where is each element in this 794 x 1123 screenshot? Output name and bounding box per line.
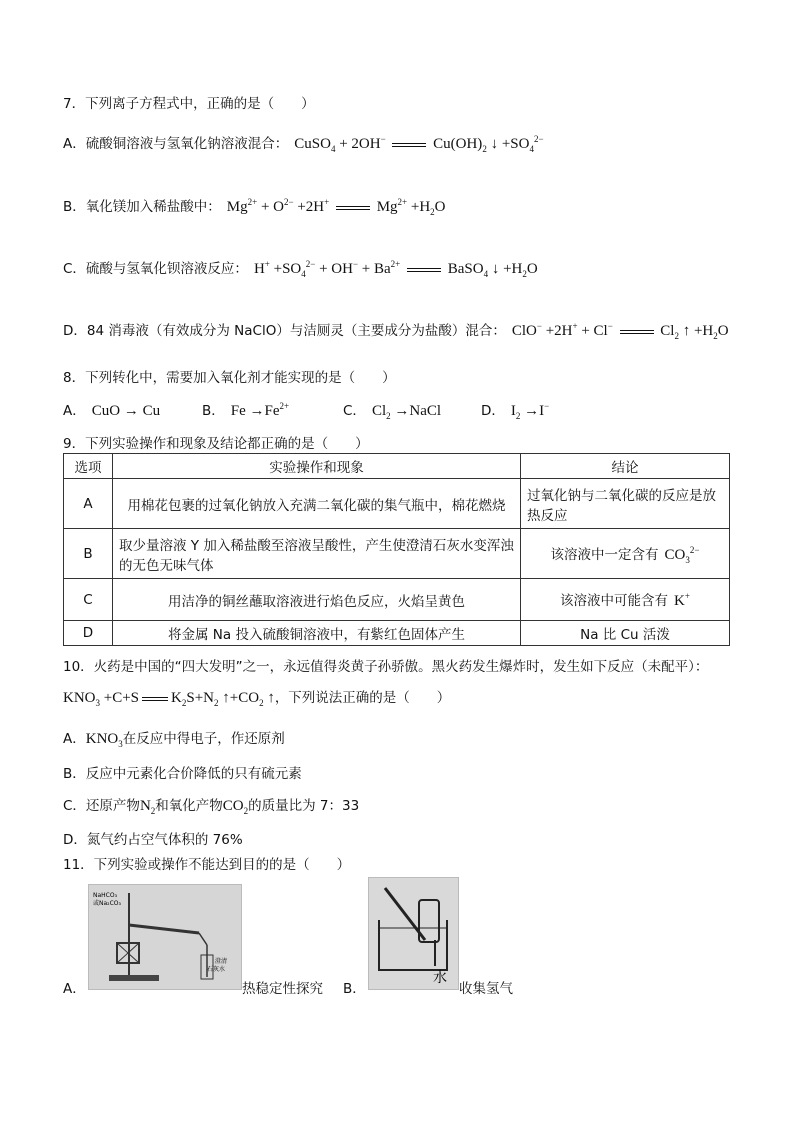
- q10-option-a: A．$KNO_3$在反应中得电子，作还原剂: [63, 731, 285, 749]
- row-d-conclusion: Na 比 Cu 活泼: [521, 621, 730, 646]
- q10-c-mid: 和氧化产物: [155, 798, 223, 814]
- row-c-operation: 用洁净的铜丝蘸取溶液进行焰色反应，火焰呈黄色: [113, 579, 521, 621]
- q7-option-d-text: D．84 消毒液（有效成分为 NaClO）与洁厕灵（主要成分为盐酸）混合：: [63, 323, 506, 339]
- q10-option-a-text: 在反应中得电子，作还原剂: [122, 731, 285, 747]
- q7-option-c: [63, 257, 538, 279]
- q8-option-c: [343, 399, 441, 421]
- co2-formula: $CO_2$: [222, 798, 249, 816]
- kno3-formula: $KNO_3$: [85, 731, 123, 749]
- q8-option-c-label: C．: [343, 403, 366, 419]
- q7-option-b-text: B．氧化镁加入稀盐酸中：: [63, 199, 221, 215]
- q7-option-a-equation: CuSO$_4$ + 2OH− $Cu(OH)_2$ ↓ $+SO_4^{2-}$: [294, 134, 544, 154]
- q10-c-pre: C．还原产物: [63, 798, 140, 814]
- q7-option-b: [63, 195, 446, 217]
- row-a-operation: 用棉花包裹的过氧化钠放入充满二氧化碳的集气瓶中，棉花燃烧: [113, 479, 521, 529]
- q9-table: [63, 453, 730, 646]
- q8-option-b-equation: $Fe \to Fe^{2+}$: [230, 401, 290, 419]
- q10-stem: 10．火药是中国的“四大发明”之一，永远值得炎黄子孙骄傲。黑火药发生爆炸时，发生如下反应（未配平）：: [63, 659, 709, 675]
- q8-option-a-label: A．: [63, 403, 86, 419]
- q7-option-a: [63, 132, 544, 154]
- row-b-option: B: [64, 529, 113, 579]
- q8-option-a: [63, 399, 160, 420]
- fig1-label-1: NaHCO₃: [93, 892, 117, 899]
- hydrogen-collection-apparatus-image: [368, 877, 459, 990]
- table-row: [64, 621, 730, 646]
- fig2-label: 水: [433, 970, 447, 986]
- apparatus-drawing: [89, 885, 241, 989]
- q8-option-d: [481, 399, 549, 421]
- header-operation: 实验操作和现象: [113, 454, 521, 479]
- potassium-ion: K+: [674, 591, 690, 609]
- header-option: 选项: [64, 454, 113, 479]
- q7-option-d: [63, 319, 729, 341]
- row-d-option: D: [64, 621, 113, 646]
- q9-stem: 9．下列实验操作和现象及结论都正确的是（ ）: [63, 436, 369, 452]
- fig1-label-4: 石灰水: [207, 966, 226, 973]
- q7-option-c-equation: $H^+ +SO_4^{2-} + OH^- + Ba^{2+}$ BaSO$_4$ ↓ $+H_2O$: [253, 259, 538, 279]
- row-b-conclusion-text: 该溶液中一定含有: [550, 546, 659, 563]
- q11-stem: 11．下列实验或操作不能达到目的的是（ ）: [63, 857, 351, 873]
- row-b-conclusion: [521, 529, 730, 579]
- q8-stem: 8．下列转化中，需要加入氧化剂才能实现的是（ ）: [63, 370, 396, 386]
- q10-equation: $KNO_3 +C+S$ $K_2S+N_2$ $↑+CO_2$ ↑: [63, 690, 275, 708]
- q10-tail: ，下列说法正确的是（ ）: [274, 690, 451, 706]
- thermal-stability-apparatus-image: [88, 884, 242, 990]
- row-a-conclusion: 过氧化钠与二氧化碳的反应是放热反应: [521, 479, 730, 529]
- row-d-operation: 将金属 Na 投入硫酸铜溶液中，有紫红色固体产生: [113, 621, 521, 646]
- q8-option-a-equation: CuO → Cu: [91, 403, 161, 419]
- table-row: [64, 579, 730, 621]
- q11-option-a-caption: 热稳定性探究: [242, 981, 323, 997]
- row-c-option: C: [64, 579, 113, 621]
- q10-option-d: D．氮气约占空气体积的 76%: [63, 832, 243, 848]
- table-header-row: [64, 454, 730, 479]
- q7-option-b-equation: $Mg^{2+} + O^{2-} +2H^+$ $Mg^{2+} +H_2O$: [226, 197, 446, 217]
- q11-option-a-label: A．: [63, 981, 86, 997]
- q7-option-c-text: C．硫酸与氢氧化钡溶液反应：: [63, 261, 248, 277]
- q10-equation-line: [63, 686, 450, 708]
- row-c-conclusion-text: 该溶液中可能含有: [560, 593, 669, 609]
- row-c-conclusion: [521, 579, 730, 621]
- q7-option-d-equation: ClO− +2H+ + Cl− $Cl_2$ ↑ $+H_2O$: [511, 321, 729, 341]
- apparatus-drawing: [369, 878, 458, 989]
- row-a-option: A: [64, 479, 113, 529]
- row-b-operation: 取少量溶液 Y 加入稀盐酸至溶液呈酸性，产生使澄清石灰水变浑浊的无色无味气体: [113, 529, 521, 579]
- fig1-label-2: 或Na₂CO₃: [93, 900, 121, 907]
- q8-option-d-equation: $I_2 \to I^-$: [510, 401, 550, 421]
- fig1-label-3: 澄清: [215, 958, 228, 965]
- q10-option-b: B．反应中元素化合价降低的只有硫元素: [63, 766, 302, 782]
- n2-formula: $N_2$: [139, 798, 156, 816]
- q8-option-b: [202, 399, 289, 420]
- q8-option-b-label: B．: [202, 403, 225, 419]
- q11-option-b-caption: 收集氢气: [459, 981, 513, 997]
- q8-option-c-equation: $Cl_2$ →NaCl: [371, 403, 442, 421]
- table-row: [64, 479, 730, 529]
- q10-c-post: 的质量比为 7：33: [248, 798, 360, 814]
- q7-option-a-text: A．硫酸铜溶液与氢氧化钠溶液混合：: [63, 136, 289, 152]
- q10-option-c: [63, 794, 359, 816]
- q8-option-d-label: D．: [481, 403, 505, 419]
- q7-stem: 7．下列离子方程式中，正确的是（ ）: [63, 96, 315, 112]
- q11-option-b-label: B．: [343, 981, 366, 997]
- header-conclusion: 结论: [521, 454, 730, 479]
- table-row: [64, 529, 730, 579]
- carbonate-ion: $CO_3^{2-}$: [664, 544, 700, 565]
